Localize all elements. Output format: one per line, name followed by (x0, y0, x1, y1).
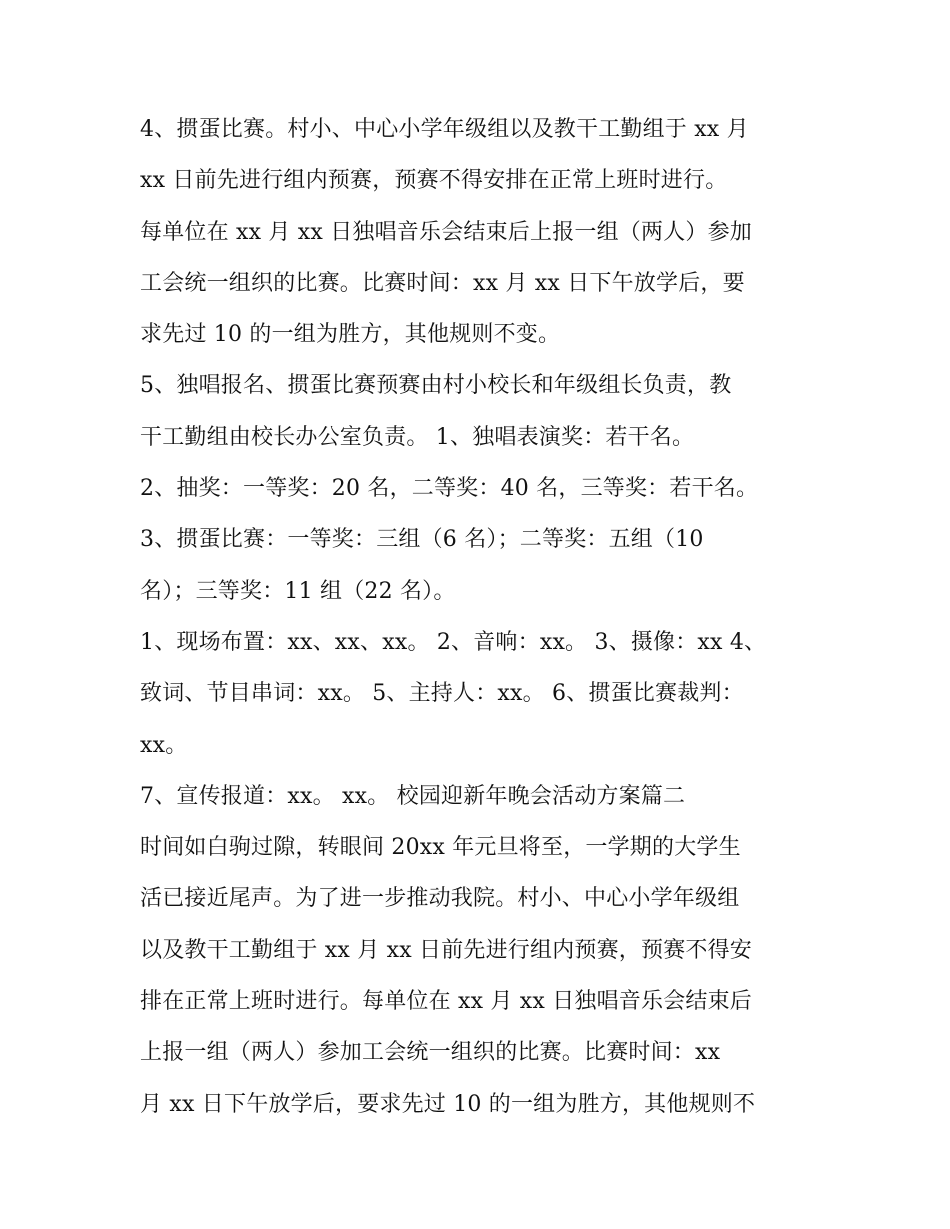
text-line: 1、现场布置：xx、xx、xx。 2、音响：xx。 3、摄像：xx 4、 (140, 629, 767, 655)
text-line: 上报一组（两人）参加工会统一组织的比赛。比赛时间：xx (140, 1040, 721, 1066)
text-line: 活已接近尾声。为了进一步推动我院。村小、中心小学年级组 (140, 886, 740, 912)
text-line: 月 xx 日下午放学后，要求先过 10 的一组为胜方，其他规则不 (140, 1091, 756, 1117)
text-line: 7、宣传报道：xx。 xx。 校园迎新年晚会活动方案篇二 (140, 783, 686, 809)
text-line: xx 日前先进行组内预赛，预赛不得安排在正常上班时进行。 (140, 168, 728, 194)
text-line: 2、抽奖：一等奖：20 名，二等奖：40 名，三等奖：若干名。 (140, 476, 759, 502)
text-line: 3、掼蛋比赛：一等奖：三组（6 名）；二等奖：五组（10 (140, 527, 704, 553)
text-line: 4、掼蛋比赛。村小、中心小学年级组以及教干工勤组于 xx 月 (140, 117, 749, 142)
text-line: 名）；三等奖：11 组（22 名）。 (140, 578, 456, 604)
text-line: xx。 (140, 732, 188, 758)
document-body (140, 104, 830, 1130)
text-line: 求先过 10 的一组为胜方，其他规则不变。 (140, 322, 561, 348)
text-line: 每单位在 xx 月 xx 日独唱音乐会结束后上报一组（两人）参加 (140, 219, 753, 245)
text-line: 致词、节目串词：xx。 5、主持人：xx。 6、掼蛋比赛裁判： (140, 681, 744, 707)
text-line: 以及教干工勤组于 xx 月 xx 日前先进行组内预赛，预赛不得安 (140, 937, 753, 963)
text-line: 5、独唱报名、掼蛋比赛预赛由村小校长和年级组长负责，教 (140, 373, 732, 399)
text-line: 干工勤组由校长办公室负责。 1、独唱表演奖：若干名。 (140, 424, 695, 450)
text-line: 工会统一组织的比赛。比赛时间：xx 月 xx 日下午放学后，要 (140, 270, 745, 296)
text-line: 排在正常上班时进行。每单位在 xx 月 xx 日独唱音乐会结束后 (140, 989, 753, 1015)
text-line: 时间如白驹过隙，转眼间 20xx 年元旦将至，一学期的大学生 (140, 835, 741, 861)
